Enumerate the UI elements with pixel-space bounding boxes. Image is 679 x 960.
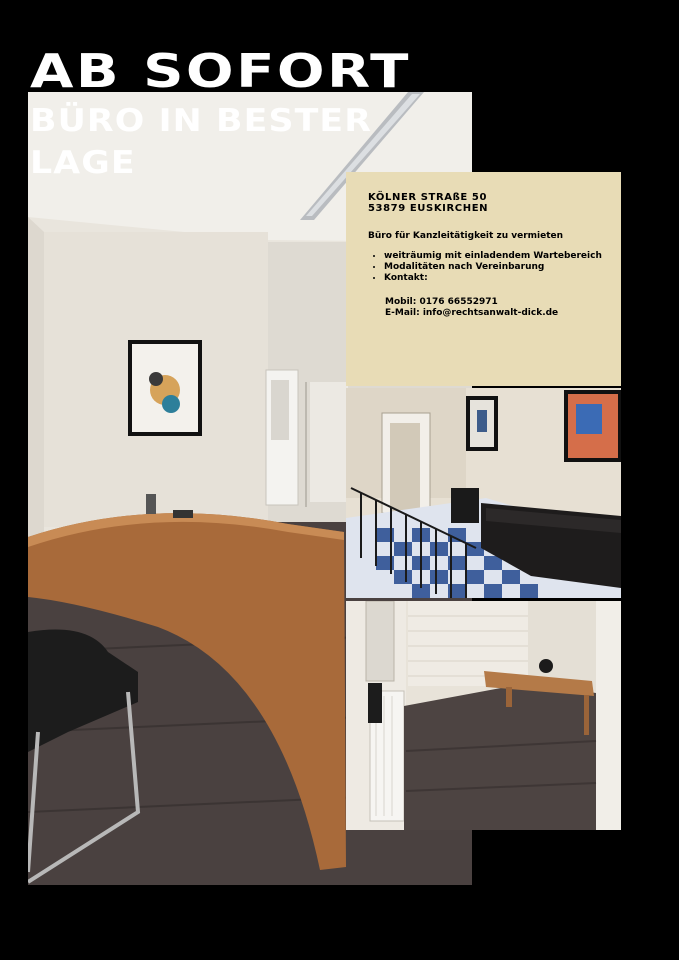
feature-item: • weiträumig mit einladendem Wartebereich — [384, 251, 609, 262]
waiting-area-photo — [346, 388, 621, 598]
feature-item: • Modalitäten nach Vereinbarung — [384, 262, 609, 273]
headline-line-2: BÜRO IN BESTER — [30, 103, 373, 139]
office-room-photo — [346, 601, 621, 830]
info-box — [346, 172, 621, 386]
address-street: KÖLNER STRAßE 50 — [368, 192, 488, 203]
headline-line-3: LAGE — [30, 145, 136, 181]
contact-heading: • Kontakt: — [384, 273, 609, 284]
headline-ab-sofort: AB SOFORT — [30, 44, 411, 98]
headline-subtitle — [30, 100, 372, 184]
lead-text: Büro für Kanzleitätigkeit zu vermieten — [368, 231, 564, 241]
contact-block — [368, 297, 609, 319]
address-city: 53879 EUSKIRCHEN — [368, 203, 489, 214]
email-address: E-Mail: info@rechtsanwalt-dick.de — [385, 308, 559, 318]
feature-list — [368, 251, 609, 284]
phone-number: Mobil: 0176 66552971 — [385, 297, 498, 307]
